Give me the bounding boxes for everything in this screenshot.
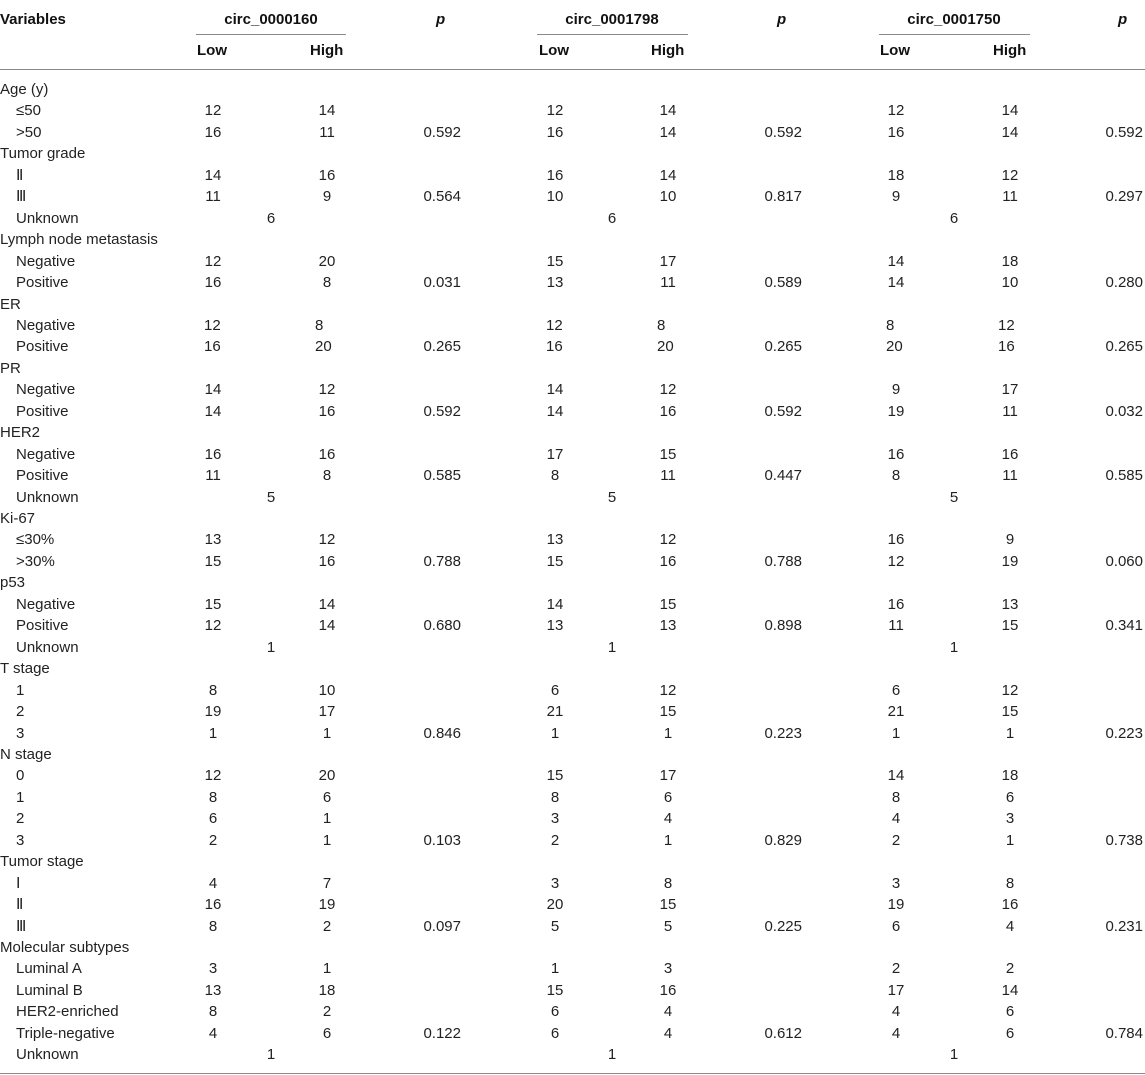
- high-count-circ-0001750: 6: [1005, 1003, 1015, 1020]
- high-count-circ-0001750: 16: [1001, 446, 1019, 463]
- p-value-circ-0001798: 0.589: [764, 274, 802, 291]
- high-count-circ-0001798: 4: [663, 810, 673, 827]
- header-group-circ-0001750: circ_0001750: [907, 11, 1001, 28]
- low-count-circ-0001798: 3: [550, 810, 560, 827]
- row-label: Positive: [16, 617, 69, 634]
- row-label: Ⅰ: [16, 875, 21, 892]
- high-count-circ-0001750: 18: [1001, 253, 1019, 270]
- high-count-circ-0001798: 12: [659, 682, 677, 699]
- high-count-circ-0001798: 16: [659, 553, 677, 570]
- low-count-circ-0001750: 16: [887, 124, 905, 141]
- unknown-count-circ-0001750: 5: [949, 489, 959, 506]
- row-label: Unknown: [16, 489, 79, 506]
- low-count-circ-0000160: 16: [204, 896, 222, 913]
- category-label: HER2: [0, 424, 41, 441]
- low-count-circ-0001798: 15: [546, 767, 564, 784]
- row-label: Luminal A: [16, 960, 82, 977]
- low-count-circ-0001798: 2: [550, 832, 560, 849]
- row-label: Positive: [16, 274, 69, 291]
- high-count-circ-0001798: 8: [657, 317, 666, 334]
- high-count-circ-0000160: 9: [322, 188, 332, 205]
- high-count-circ-0000160: 19: [318, 896, 336, 913]
- high-count-circ-0001798: 3: [663, 960, 673, 977]
- high-count-circ-0001750: 12: [998, 317, 1015, 334]
- low-count-circ-0000160: 8: [208, 789, 218, 806]
- p-value-circ-0001798: 0.817: [764, 188, 802, 205]
- header-high-3: High: [993, 42, 1027, 59]
- high-count-circ-0001798: 16: [659, 403, 677, 420]
- unknown-count-circ-0001798: 1: [607, 639, 617, 656]
- low-count-circ-0001750: 3: [891, 875, 901, 892]
- high-count-circ-0001798: 14: [659, 124, 677, 141]
- high-count-circ-0001798: 11: [660, 274, 676, 291]
- high-count-circ-0001750: 4: [1005, 918, 1015, 935]
- low-count-circ-0000160: 12: [204, 317, 221, 334]
- high-count-circ-0001798: 13: [659, 617, 677, 634]
- category-label: Age (y): [0, 81, 49, 98]
- low-count-circ-0000160: 4: [208, 875, 218, 892]
- high-count-circ-0001750: 8: [1005, 875, 1015, 892]
- low-count-circ-0000160: 16: [204, 124, 222, 141]
- low-count-circ-0001798: 13: [546, 617, 564, 634]
- low-count-circ-0001750: 17: [887, 982, 905, 999]
- group-underline-3: [879, 34, 1030, 35]
- low-count-circ-0001750: 21: [887, 703, 905, 720]
- row-label: 0: [16, 767, 25, 784]
- low-count-circ-0001750: 20: [886, 338, 903, 355]
- low-count-circ-0000160: 11: [205, 467, 221, 484]
- low-count-circ-0001798: 16: [546, 167, 564, 184]
- low-count-circ-0001798: 20: [546, 896, 564, 913]
- high-count-circ-0000160: 8: [322, 467, 332, 484]
- high-count-circ-0000160: 6: [322, 1025, 332, 1042]
- high-count-circ-0001798: 1: [663, 725, 673, 742]
- row-label: ≤30%: [16, 531, 55, 548]
- high-count-circ-0001798: 20: [657, 338, 674, 355]
- low-count-circ-0000160: 13: [204, 982, 222, 999]
- low-count-circ-0000160: 15: [204, 596, 222, 613]
- high-count-circ-0001798: 11: [660, 467, 676, 484]
- low-count-circ-0001750: 9: [891, 381, 901, 398]
- low-count-circ-0001798: 8: [550, 789, 560, 806]
- high-count-circ-0000160: 1: [322, 832, 332, 849]
- high-count-circ-0000160: 16: [318, 167, 336, 184]
- low-count-circ-0001750: 19: [887, 403, 905, 420]
- low-count-circ-0001750: 14: [887, 274, 905, 291]
- header-bottom-rule: [0, 69, 1145, 70]
- low-count-circ-0001750: 14: [887, 767, 905, 784]
- p-value-circ-0001750: 0.738: [1105, 832, 1143, 849]
- high-count-circ-0001798: 1: [663, 832, 673, 849]
- unknown-count-circ-0000160: 5: [266, 489, 276, 506]
- high-count-circ-0001798: 4: [663, 1025, 673, 1042]
- header-group-circ-0001798: circ_0001798: [565, 11, 659, 28]
- high-count-circ-0001750: 18: [1001, 767, 1019, 784]
- low-count-circ-0000160: 13: [204, 531, 222, 548]
- high-count-circ-0001798: 14: [659, 102, 677, 119]
- low-count-circ-0001750: 6: [891, 918, 901, 935]
- high-count-circ-0001798: 12: [659, 381, 677, 398]
- high-count-circ-0001798: 8: [663, 875, 673, 892]
- header-high-1: High: [310, 42, 344, 59]
- p-value-circ-0000160: 0.564: [423, 188, 461, 205]
- header-variables: Variables: [0, 11, 66, 28]
- low-count-circ-0001798: 5: [550, 918, 560, 935]
- header-p-value-1: p: [436, 11, 446, 28]
- row-label: 2: [16, 703, 25, 720]
- high-count-circ-0000160: 20: [318, 767, 336, 784]
- low-count-circ-0001750: 8: [886, 317, 895, 334]
- row-label: Ⅱ: [16, 896, 24, 913]
- low-count-circ-0000160: 16: [204, 446, 222, 463]
- row-label: Negative: [16, 381, 76, 398]
- low-count-circ-0001798: 12: [546, 317, 563, 334]
- low-count-circ-0001798: 14: [546, 381, 564, 398]
- row-label: Negative: [16, 596, 76, 613]
- high-count-circ-0000160: 18: [318, 982, 336, 999]
- p-value-circ-0001798: 0.612: [764, 1025, 802, 1042]
- low-count-circ-0000160: 8: [208, 682, 218, 699]
- p-value-circ-0000160: 0.031: [423, 274, 461, 291]
- high-count-circ-0001798: 15: [659, 703, 677, 720]
- unknown-count-circ-0001750: 6: [949, 210, 959, 227]
- p-value-circ-0000160: 0.265: [423, 338, 461, 355]
- low-count-circ-0001750: 18: [887, 167, 905, 184]
- p-value-circ-0000160: 0.680: [423, 617, 461, 634]
- category-label: N stage: [0, 746, 52, 763]
- low-count-circ-0000160: 8: [208, 918, 218, 935]
- low-count-circ-0001798: 13: [546, 274, 564, 291]
- high-count-circ-0001750: 2: [1005, 960, 1015, 977]
- high-count-circ-0000160: 20: [318, 253, 336, 270]
- high-count-circ-0001750: 17: [1001, 381, 1019, 398]
- high-count-circ-0001798: 15: [659, 446, 677, 463]
- high-count-circ-0000160: 16: [318, 403, 336, 420]
- high-count-circ-0000160: 16: [318, 553, 336, 570]
- row-label: Unknown: [16, 639, 79, 656]
- low-count-circ-0001798: 15: [546, 553, 564, 570]
- low-count-circ-0000160: 14: [204, 167, 222, 184]
- p-value-circ-0001798: 0.225: [764, 918, 802, 935]
- p-value-circ-0001750: 0.297: [1105, 188, 1143, 205]
- p-value-circ-0000160: 0.788: [423, 553, 461, 570]
- high-count-circ-0001798: 10: [659, 188, 677, 205]
- low-count-circ-0000160: 1: [208, 725, 218, 742]
- header-low-1: Low: [197, 42, 227, 59]
- row-label: Positive: [16, 403, 69, 420]
- high-count-circ-0001798: 12: [659, 531, 677, 548]
- low-count-circ-0001750: 12: [887, 553, 905, 570]
- low-count-circ-0000160: 12: [204, 102, 222, 119]
- low-count-circ-0001750: 19: [887, 896, 905, 913]
- row-label: HER2-enriched: [16, 1003, 119, 1020]
- high-count-circ-0001750: 14: [1001, 982, 1019, 999]
- p-value-circ-0001798: 0.829: [764, 832, 802, 849]
- unknown-count-circ-0000160: 1: [266, 639, 276, 656]
- p-value-circ-0001798: 0.788: [764, 553, 802, 570]
- low-count-circ-0000160: 19: [204, 703, 222, 720]
- high-count-circ-0001798: 15: [659, 596, 677, 613]
- high-count-circ-0001750: 15: [1001, 617, 1019, 634]
- p-value-circ-0001750: 0.585: [1105, 467, 1143, 484]
- high-count-circ-0001750: 14: [1001, 102, 1019, 119]
- unknown-count-circ-0001750: 1: [949, 1046, 959, 1063]
- p-value-circ-0001798: 0.898: [764, 617, 802, 634]
- high-count-circ-0000160: 2: [322, 918, 332, 935]
- high-count-circ-0001750: 14: [1001, 124, 1019, 141]
- row-label: 2: [16, 810, 25, 827]
- header-p-value-3: p: [1118, 11, 1128, 28]
- row-label: >50: [16, 124, 42, 141]
- low-count-circ-0001750: 11: [888, 617, 904, 634]
- row-label: Ⅱ: [16, 167, 24, 184]
- p-value-circ-0001798: 0.265: [764, 338, 802, 355]
- table-bottom-rule: [0, 1073, 1145, 1074]
- p-value-circ-0001750: 0.280: [1105, 274, 1143, 291]
- low-count-circ-0001798: 10: [546, 188, 564, 205]
- low-count-circ-0000160: 12: [204, 767, 222, 784]
- category-label: T stage: [0, 660, 50, 677]
- header-low-2: Low: [539, 42, 569, 59]
- row-label: Ⅲ: [16, 918, 27, 935]
- row-label: Unknown: [16, 1046, 79, 1063]
- row-label: Unknown: [16, 210, 79, 227]
- high-count-circ-0000160: 6: [322, 789, 332, 806]
- p-value-circ-0001750: 0.223: [1105, 725, 1143, 742]
- p-value-circ-0000160: 0.592: [423, 124, 461, 141]
- high-count-circ-0000160: 12: [318, 381, 336, 398]
- low-count-circ-0001798: 14: [546, 596, 564, 613]
- unknown-count-circ-0001798: 5: [607, 489, 617, 506]
- high-count-circ-0001798: 4: [663, 1003, 673, 1020]
- p-value-circ-0001798: 0.223: [764, 725, 802, 742]
- high-count-circ-0001750: 6: [1005, 1025, 1015, 1042]
- p-value-circ-0000160: 0.592: [423, 403, 461, 420]
- low-count-circ-0000160: 6: [208, 810, 218, 827]
- low-count-circ-0001798: 13: [546, 531, 564, 548]
- p-value-circ-0000160: 0.846: [423, 725, 461, 742]
- p-value-circ-0001798: 0.592: [764, 403, 802, 420]
- high-count-circ-0001750: 1: [1005, 725, 1015, 742]
- low-count-circ-0001750: 4: [891, 810, 901, 827]
- high-count-circ-0000160: 17: [318, 703, 336, 720]
- low-count-circ-0001750: 8: [891, 467, 901, 484]
- low-count-circ-0000160: 12: [204, 253, 222, 270]
- unknown-count-circ-0000160: 6: [266, 210, 276, 227]
- high-count-circ-0000160: 11: [319, 124, 335, 141]
- row-label: Ⅲ: [16, 188, 27, 205]
- unknown-count-circ-0001798: 6: [607, 210, 617, 227]
- low-count-circ-0000160: 15: [204, 553, 222, 570]
- high-count-circ-0001798: 15: [659, 896, 677, 913]
- low-count-circ-0001750: 9: [891, 188, 901, 205]
- high-count-circ-0000160: 10: [318, 682, 336, 699]
- high-count-circ-0000160: 7: [322, 875, 332, 892]
- high-count-circ-0000160: 1: [322, 960, 332, 977]
- p-value-circ-0001750: 0.265: [1105, 338, 1143, 355]
- low-count-circ-0001750: 6: [891, 682, 901, 699]
- low-count-circ-0000160: 16: [204, 338, 221, 355]
- p-value-circ-0001798: 0.447: [764, 467, 802, 484]
- low-count-circ-0001798: 12: [546, 102, 564, 119]
- high-count-circ-0001750: 16: [998, 338, 1015, 355]
- low-count-circ-0000160: 12: [204, 617, 222, 634]
- low-count-circ-0001798: 3: [550, 875, 560, 892]
- category-label: ER: [0, 296, 21, 313]
- high-count-circ-0000160: 12: [318, 531, 336, 548]
- low-count-circ-0001750: 2: [891, 960, 901, 977]
- high-count-circ-0001750: 6: [1005, 789, 1015, 806]
- high-count-circ-0001750: 3: [1005, 810, 1015, 827]
- row-label: Negative: [16, 446, 76, 463]
- row-label: 1: [16, 682, 25, 699]
- high-count-circ-0001750: 11: [1002, 403, 1018, 420]
- low-count-circ-0000160: 3: [208, 960, 218, 977]
- low-count-circ-0001750: 16: [887, 446, 905, 463]
- p-value-circ-0001798: 0.592: [764, 124, 802, 141]
- row-label: Negative: [16, 317, 76, 334]
- p-value-circ-0001750: 0.060: [1105, 553, 1143, 570]
- low-count-circ-0001798: 6: [550, 1025, 560, 1042]
- category-label: Tumor stage: [0, 853, 84, 870]
- high-count-circ-0001798: 16: [659, 982, 677, 999]
- row-label: 3: [16, 832, 25, 849]
- high-count-circ-0000160: 16: [318, 446, 336, 463]
- low-count-circ-0001798: 16: [546, 338, 563, 355]
- low-count-circ-0000160: 16: [204, 274, 222, 291]
- low-count-circ-0000160: 8: [208, 1003, 218, 1020]
- row-label: ≤50: [16, 102, 41, 119]
- high-count-circ-0001798: 5: [663, 918, 673, 935]
- p-value-circ-0001750: 0.032: [1105, 403, 1143, 420]
- row-label: Positive: [16, 467, 69, 484]
- row-label: 3: [16, 725, 25, 742]
- p-value-circ-0000160: 0.097: [423, 918, 461, 935]
- low-count-circ-0001798: 14: [546, 403, 564, 420]
- row-label: Positive: [16, 338, 69, 355]
- low-count-circ-0001750: 14: [887, 253, 905, 270]
- unknown-count-circ-0001798: 1: [607, 1046, 617, 1063]
- group-underline-2: [537, 34, 688, 35]
- low-count-circ-0001798: 6: [550, 682, 560, 699]
- p-value-circ-0001750: 0.784: [1105, 1025, 1143, 1042]
- high-count-circ-0000160: 2: [322, 1003, 332, 1020]
- low-count-circ-0001750: 4: [891, 1025, 901, 1042]
- low-count-circ-0001798: 1: [550, 960, 560, 977]
- high-count-circ-0001798: 17: [659, 253, 677, 270]
- p-value-circ-0001750: 0.231: [1105, 918, 1143, 935]
- high-count-circ-0000160: 1: [322, 810, 332, 827]
- p-value-circ-0000160: 0.103: [423, 832, 461, 849]
- p-value-circ-0001750: 0.592: [1105, 124, 1143, 141]
- high-count-circ-0000160: 14: [318, 617, 336, 634]
- high-count-circ-0000160: 20: [315, 338, 332, 355]
- header-high-2: High: [651, 42, 685, 59]
- high-count-circ-0000160: 1: [322, 725, 332, 742]
- high-count-circ-0001750: 13: [1001, 596, 1019, 613]
- low-count-circ-0001798: 8: [550, 467, 560, 484]
- unknown-count-circ-0001750: 1: [949, 639, 959, 656]
- high-count-circ-0000160: 8: [322, 274, 332, 291]
- high-count-circ-0001750: 19: [1001, 553, 1019, 570]
- low-count-circ-0000160: 11: [205, 188, 221, 205]
- high-count-circ-0001798: 6: [663, 789, 673, 806]
- high-count-circ-0001750: 12: [1001, 682, 1019, 699]
- low-count-circ-0001798: 6: [550, 1003, 560, 1020]
- high-count-circ-0001750: 16: [1001, 896, 1019, 913]
- row-label: 1: [16, 789, 25, 806]
- header-group-circ-0000160: circ_0000160: [224, 11, 318, 28]
- high-count-circ-0001798: 14: [659, 167, 677, 184]
- high-count-circ-0001750: 11: [1002, 467, 1018, 484]
- p-value-circ-0000160: 0.585: [423, 467, 461, 484]
- low-count-circ-0001750: 4: [891, 1003, 901, 1020]
- row-label: Negative: [16, 253, 76, 270]
- low-count-circ-0001798: 17: [546, 446, 564, 463]
- low-count-circ-0001798: 15: [546, 253, 564, 270]
- high-count-circ-0001750: 15: [1001, 703, 1019, 720]
- high-count-circ-0001750: 1: [1005, 832, 1015, 849]
- category-label: PR: [0, 360, 21, 377]
- row-label: Triple-negative: [16, 1025, 115, 1042]
- high-count-circ-0001750: 10: [1001, 274, 1019, 291]
- high-count-circ-0000160: 14: [318, 102, 336, 119]
- row-label: >30%: [16, 553, 55, 570]
- low-count-circ-0000160: 2: [208, 832, 218, 849]
- category-label: Lymph node metastasis: [0, 231, 158, 248]
- high-count-circ-0000160: 8: [315, 317, 324, 334]
- high-count-circ-0001750: 12: [1001, 167, 1019, 184]
- category-label: Tumor grade: [0, 145, 86, 162]
- low-count-circ-0001750: 16: [887, 596, 905, 613]
- low-count-circ-0000160: 4: [208, 1025, 218, 1042]
- low-count-circ-0001798: 21: [546, 703, 564, 720]
- low-count-circ-0001798: 1: [550, 725, 560, 742]
- low-count-circ-0001750: 1: [891, 725, 901, 742]
- p-value-circ-0000160: 0.122: [423, 1025, 461, 1042]
- category-label: Molecular subtypes: [0, 939, 130, 956]
- header-p-value-2: p: [777, 11, 787, 28]
- group-underline-1: [196, 34, 346, 35]
- low-count-circ-0001798: 15: [546, 982, 564, 999]
- unknown-count-circ-0000160: 1: [266, 1046, 276, 1063]
- high-count-circ-0000160: 14: [318, 596, 336, 613]
- low-count-circ-0000160: 14: [204, 403, 222, 420]
- low-count-circ-0001798: 16: [546, 124, 564, 141]
- p-value-circ-0001750: 0.341: [1105, 617, 1143, 634]
- category-label: Ki-67: [0, 510, 36, 527]
- low-count-circ-0001750: 8: [891, 789, 901, 806]
- high-count-circ-0001750: 9: [1005, 531, 1015, 548]
- high-count-circ-0001798: 17: [659, 767, 677, 784]
- low-count-circ-0001750: 12: [887, 102, 905, 119]
- low-count-circ-0000160: 14: [204, 381, 222, 398]
- header-low-3: Low: [880, 42, 910, 59]
- low-count-circ-0001750: 16: [887, 531, 905, 548]
- low-count-circ-0001750: 2: [891, 832, 901, 849]
- category-label: p53: [0, 574, 26, 591]
- high-count-circ-0001750: 11: [1002, 188, 1018, 205]
- row-label: Luminal B: [16, 982, 83, 999]
